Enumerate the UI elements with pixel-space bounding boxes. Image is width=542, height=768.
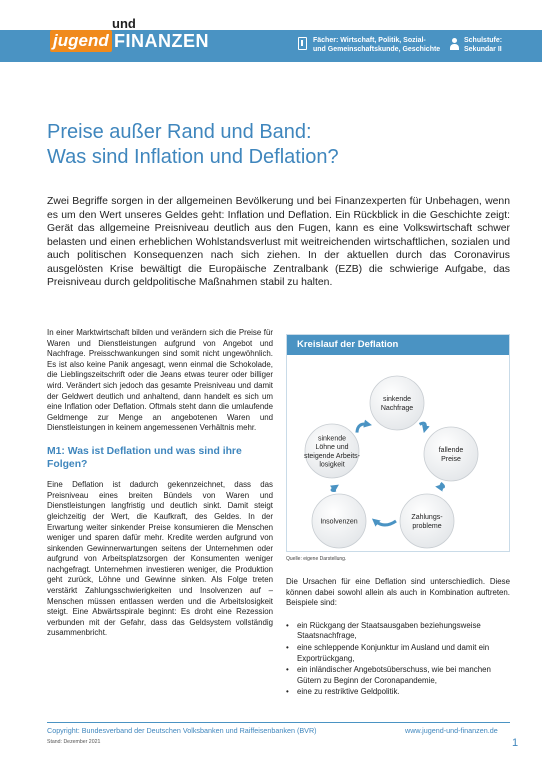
- copyright-text: Copyright: Bundesverband der Deutschen Volksbanken und Raiffeisenbanken (BVR): [47, 726, 317, 735]
- cycle-node-label: probleme: [412, 522, 442, 530]
- page-header: [0, 0, 542, 62]
- logo: [50, 16, 225, 56]
- source-note: Quelle: eigene Darstellung.: [286, 556, 347, 562]
- website-link[interactable]: www.jugend-und-finanzen.de: [405, 726, 498, 735]
- causes-list: [286, 621, 510, 698]
- cycle-arrow: [357, 424, 368, 433]
- subjects-line-1: Fächer: Wirtschaft, Politik, Sozial-: [313, 37, 426, 44]
- intro-paragraph: Zwei Begriffe sorgen in der allgemeinen Bevölkerung und bei Finanzexperten für Unbehagen, wenn es um den Wert unseres Geldes geht: Inflation und Deflation. Ein Rückblick in die Geschichte zeigt: Gerät das allgemeine Preisniveau deutlich aus den Fugen, kann es eine Volkswirtschaft schwer belasten und einen erheblichen Wohlstandsverlust mit weitreichenden wirtschaftlichen, sozialen und auch politischen Konsequenzen nach sich ziehen. In der aktuellen durch das Coronavirus ausgelösten Krise bewältigt die Europäische Zentralbank (EZB) die schwierige Aufgabe, das Preisniveau durch geldpolitische Maßnahmen stabil zu halten.: [47, 196, 510, 288]
- cycle-node-label: steigende Arbeits-: [303, 452, 361, 460]
- person-icon: [449, 38, 460, 50]
- cycle-arrow: [439, 483, 443, 487]
- cycle-node-label: sinkende: [382, 396, 412, 404]
- cycle-node: [400, 494, 454, 548]
- cycle-node: [370, 376, 424, 430]
- cycle-arrow: [420, 423, 426, 429]
- diagram-title: Kreislauf der Deflation: [287, 335, 509, 355]
- logo-finanzen: FINANZEN: [114, 31, 209, 51]
- title-line-1: Preise außer Rand und Band:: [47, 121, 312, 143]
- book-icon: [298, 37, 307, 50]
- deflation-cycle-diagram: [286, 334, 510, 552]
- paragraph-causes: Die Ursachen für eine Deflation sind unterschiedlich. Diese können dabei sowohl allein als auch in Kombination auftreten. Beispiele sind:: [286, 577, 510, 608]
- right-column: [286, 577, 510, 699]
- subjects-label: [313, 36, 463, 54]
- page-title: [47, 120, 507, 170]
- cycle-node-label: Zahlungs-: [411, 514, 443, 522]
- list-item: • eine zu restriktive Geldpolitik.: [286, 687, 510, 698]
- list-item: • ein Rückgang der Staatsausgaben beziehungsweise Staatsnachfrage,: [286, 621, 510, 642]
- cycle-node: [424, 427, 478, 481]
- school-level-line-1: Schulstufe:: [464, 37, 503, 44]
- school-level-line-2: Sekundar II: [464, 46, 502, 53]
- list-item: • eine schleppende Konjunktur im Ausland und damit ein Exportrückgang,: [286, 643, 510, 664]
- cycle-node-label: Löhne und: [315, 444, 349, 452]
- cycle-node: [312, 494, 366, 548]
- cycle-node-label: Nachfrage: [380, 404, 414, 412]
- subjects-line-2: und Gemeinschaftskunde, Geschichte: [313, 46, 441, 53]
- cycle-node: [304, 424, 361, 478]
- cycle-node-label: sinkende: [317, 435, 347, 443]
- date-stamp: Stand: Dezember 2021: [47, 739, 101, 745]
- cycle-arrow: [375, 521, 396, 525]
- left-column: [47, 328, 273, 639]
- cycle-node-label: fallende: [438, 447, 464, 455]
- paragraph-deflation: Eine Deflation ist dadurch gekennzeichnet, dass das Preisniveau eines breiten Bündels von Waren und Dienstleistungen langfristig und deutlich sinkt. Damit steigt gleichzeitig der Wert, die Kaufkraft, des Geldes. In der Erwartung weiter sinkender Preise konsumieren die Menschen weniger und sparen dafür mehr. Kredite werden aufgrund von sinkenden Gewinnerwartungen seitens der Unternehmen oder aufgrund von Arbeitsplatzsorgen der Konsumenten weniger nachgefragt. Unternehmen investieren weniger, die Produktion geht zurück, Löhne und Gewinne sinken. Als Folge treten verstärkt Zahlungsschwierigkeiten und Insolvenzen auf – Menschen müssen entlassen werden und die Arbeitslosigkeit steigt. Eine Abwärtsspirale beginnt: Es droht eine Rezession verbunden mit der Gefahr, dass das Geldsystem vollständig zusammenbricht.: [47, 480, 273, 638]
- cycle-node-label: Preise: [441, 455, 461, 463]
- paragraph-market-economy: In einer Marktwirtschaft bilden und verändern sich die Preise für Waren und Dienstleistungen aufgrund von Angebot und Nachfrage. Preisschwankungen sind somit nicht ungewöhnlich. Es ist also keine Panik angesagt, wenn einmal die Schokolade, die Lieblingszeitschrift oder die Jeans etwas teurer oder billiger wird. Verändert sich jedoch das gesamte Preisniveau und damit der Geldwert deutlich und anhaltend, dann handelt es sich um eine Inflation oder Deflation. Oftmals steht dann die umlaufende Geldmenge zur Menge an angebotenen Waren und Dienstleistungen in keinem angemessenen Verhältnis mehr.: [47, 328, 273, 433]
- footer-divider: [47, 722, 510, 723]
- page-number: 1: [512, 737, 519, 749]
- title-line-2: Was sind Inflation und Deflation?: [47, 146, 339, 168]
- cycle-node-label: losigkeit: [319, 461, 345, 469]
- heading-m1: M1: Was ist Deflation und was sind ihre Folgen?: [47, 445, 242, 470]
- school-level-label: [464, 36, 534, 54]
- diagram-canvas: [287, 355, 509, 551]
- cycle-node-label: Insolvenzen: [320, 518, 358, 526]
- logo-und: und: [112, 16, 136, 31]
- cycle-arrow: [332, 487, 336, 491]
- logo-jugend: jugend: [50, 30, 112, 52]
- list-item: • ein inländischer Angebotsüberschuss, wie bei manchen Gütern zu Beginn der Coronapandemie,: [286, 665, 510, 686]
